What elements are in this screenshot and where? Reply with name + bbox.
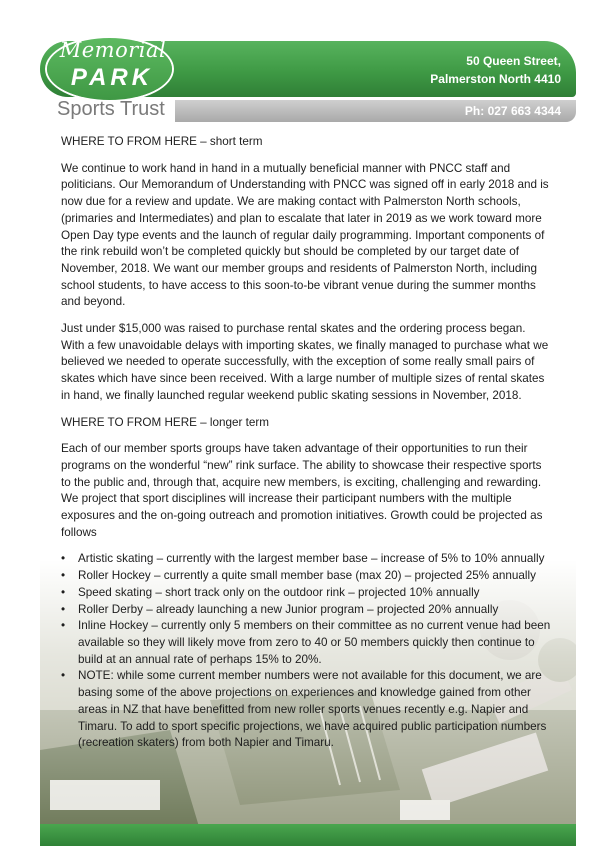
list-item (61, 668, 551, 752)
short-term-heading: WHERE TO FROM HERE – short term (61, 135, 263, 148)
long-term-heading: WHERE TO FROM HERE – longer term (61, 415, 270, 429)
long-term-paragraph-1: Each of our member sports groups have taken advantage of their opportunities to run their programs on the wonderful “new” rink surface. The ability to showcase their respective sports to the public and, through that, acquire new members, is exciting, challenging and rewarding. We project that sport disciplines will increase their participant numbers with the multiple exposures and the on-going outreach and promotion initiatives. Growth could be projected as follows (61, 442, 543, 539)
bullet-icon: • (61, 569, 66, 583)
list-item (61, 551, 551, 568)
list-item (61, 568, 551, 585)
short-term-paragraph-1: We continue to work hand in hand in a mutually beneficial manner with PNCC staff and politicians. Our Memorandum of Understanding with PNCC was signed off in early 2018 and is now due for a review and update. We are making contact with Palmerston North schools, (primaries and Intermediates) and plan to escalate that later in 2019 as we work toward more Open Day type events and the launch of regular daily programming. Important components of the rink rebuild won’t be completed quickly but should be completed by our target date of November, 2018. We want our member groups and residents of Palmerston North, including school students, to have access to this soon-to-be vibrant venue during the summer months and beyond. (61, 161, 549, 309)
bullet-text: Roller Derby – already launching a new Junior program – projected 20% annually (78, 602, 499, 616)
short-term-paragraph-2: Just under $15,000 was raised to purchase rental skates and the ordering process began. With a few unavoidable delays with importing skates, we finally managed to purchase what we believed we needed to operate successfully, with the exception of some really small pairs of skates which have since been received. With a large number of multiple sizes of rental skates in hand, we finally launched regular weekend public skating sessions in November, 2018. (61, 322, 549, 402)
bullet-text: Artistic skating – currently with the largest member base – increase of 5% to 10% annually (78, 552, 545, 566)
bullet-text: Inline Hockey – currently only 5 members on their committee as no current venue had been available so they will likely move from zero to 40 or 50 members quickly then continue to build at an annual rate of perhaps 15% to 20%. (78, 619, 551, 666)
org-name: Sports Trust (57, 98, 165, 120)
growth-projection-list (61, 551, 551, 751)
bullet-icon: • (61, 602, 66, 616)
bullet-text: Roller Hockey – currently a quite small member base (max 20) – projected 25% annually (78, 569, 536, 583)
bullet-text: NOTE: while some current member numbers were not available for this document, we are basing some of the above projections on experiences and knowledge gained from other areas in NZ that have benefitted from new roller sports venues recently e.g. Napier and Timaru. To add to sport specific projections, we have acquired public participation numbers (recreation skaters) from both Napier and Timaru. (78, 669, 547, 750)
bullet-icon: • (61, 552, 66, 566)
logo-park-text: PARK (70, 64, 154, 91)
document-body (61, 134, 551, 752)
bullet-icon: • (61, 619, 66, 633)
bullet-icon: • (61, 669, 66, 683)
phone-number: Ph: 027 663 4344 (464, 104, 561, 118)
bullet-icon: • (61, 585, 66, 599)
list-item (61, 618, 551, 668)
list-item (61, 602, 551, 619)
address-line-1: 50 Queen Street, (466, 54, 561, 68)
footer-band (40, 824, 576, 846)
list-item (61, 585, 551, 602)
address-line-2: Palmerston North 4410 (430, 72, 561, 86)
bullet-text: Speed skating – short track only on the outdoor rink – projected 10% annually (78, 585, 480, 599)
logo-memorial-text: Memorial (59, 38, 167, 62)
